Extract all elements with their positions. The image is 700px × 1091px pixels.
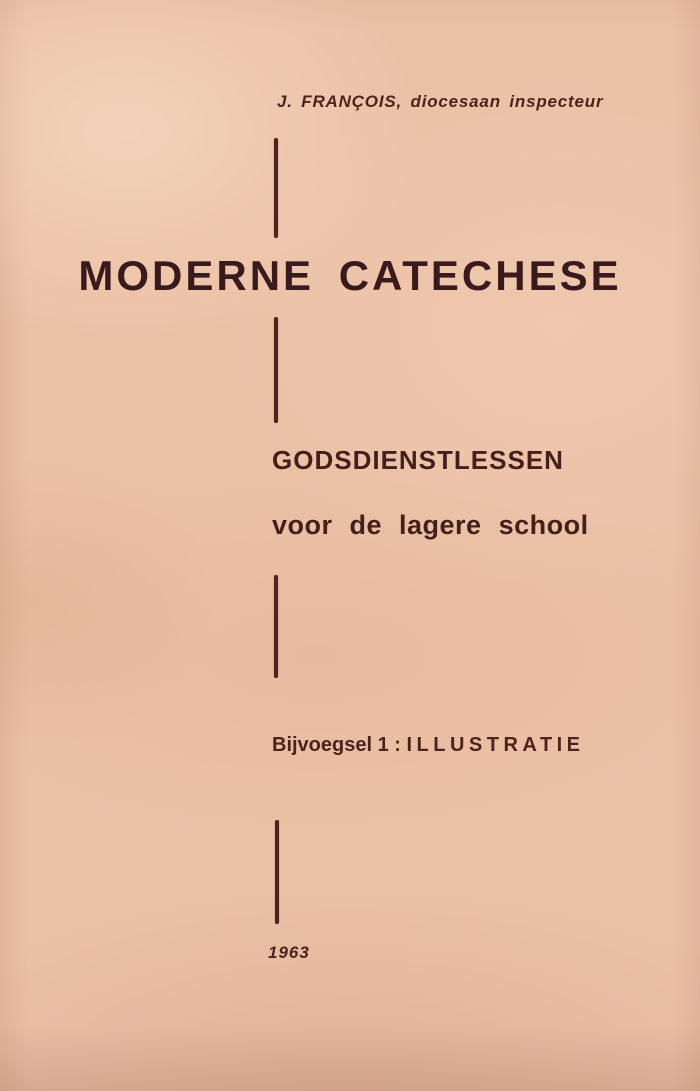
book-subtitle: GODSDIENSTLESSEN: [272, 445, 564, 475]
supplement-line: [272, 735, 585, 755]
vertical-rule-below-title: [274, 317, 278, 423]
vertical-rule-bottom: [275, 820, 279, 924]
publication-year: 1963: [268, 943, 310, 962]
supplement-name: ILLUSTRATIE: [406, 734, 585, 756]
author-line: J. FRANÇOIS, diocesaan inspecteur: [277, 92, 604, 111]
vertical-rule-top: [274, 138, 278, 238]
book-subtitle-secondary: voor de lagere school: [272, 510, 589, 540]
supplement-prefix: Bijvoegsel 1 :: [272, 734, 401, 756]
vertical-rule-middle: [274, 575, 278, 678]
book-title: MODERNE CATECHESE: [78, 252, 622, 299]
